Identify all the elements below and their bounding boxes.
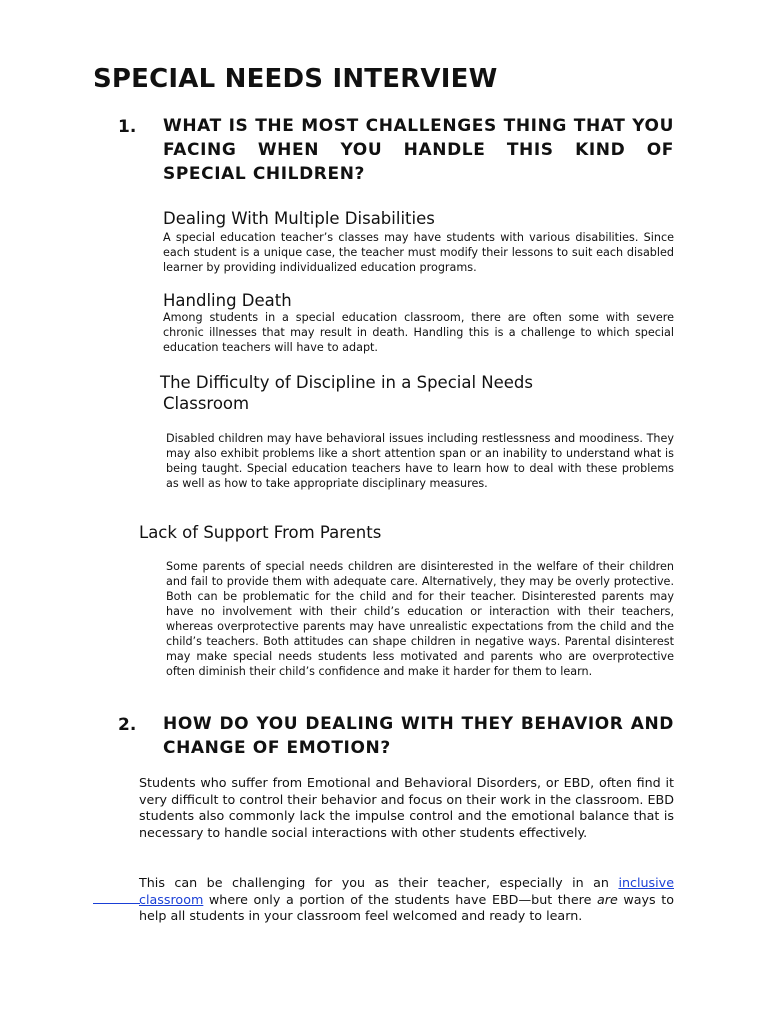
question-1-text: WHAT IS THE MOST CHALLENGES THING THAT YOU FACING WHEN YOU HANDLE THIS KIND OF SPECIAL CHILDREN? [163,116,674,184]
question-2-number: 2. [118,715,137,735]
answer-2-paragraph-2-middle: where only a portion of the students have EBD—but there [203,891,597,907]
inclusive-classroom-link[interactable]: inclusive classroom [139,875,674,907]
question-2-text: HOW DO YOU DEALING WITH THEY BEHAVIOR AND CHANGE OF EMOTION? [163,714,674,758]
section-heading-parent-support: Lack of Support From Parents [139,523,382,542]
section-heading-discipline-line1: The Difficulty of Discipline in a Special Needs [160,373,534,392]
question-1-number: 1. [118,117,137,137]
link-underline-fragment [93,903,140,904]
answer-2-paragraph-2-lead: This can be challenging for you as their teacher, especially in an [139,875,619,890]
section-body-handling-death: Among students in a special education classroom, there are often some with severe chronic illnesses that may result in death. Handling this is a challenge to which special education teachers will have to adapt. [163,311,674,354]
answer-2-paragraph-2-end: ways to help all students in your classroom feel welcomed and ready to learn. [139,891,674,924]
section-heading-discipline-line2: Classroom [163,394,250,413]
page-title: SPECIAL NEEDS INTERVIEW [93,64,498,94]
section-body-multiple-disabilities: A special education teacher’s classes may have students with various disabilities. Since each student is a unique case, the teacher must modify their lessons to suit each disabled learner by providing individualized education programs. [163,231,674,274]
answer-2-paragraph-1: Students who suffer from Emotional and Behavioral Disorders, or EBD, often find it very difficult to control their behavior and focus on their work in the classroom. EBD students also commonly lack the impulse control and the emotional balance that is necessary to handle social interactions with other students effectively. [139,775,674,840]
answer-2-paragraph-2-emphasis: are [596,891,618,907]
section-body-parent-support: Some parents of special needs children are disinterested in the welfare of their children and fail to provide them with adequate care. Alternatively, they may be overly protective. Both can be problematic for the child and for their teacher. Disinterested parents may have no involvement with their child’s education or interaction with their teachers, whereas overprotective parents may have unrealistic expectations from the child and the child’s teachers. Both attitudes can shape children in negative ways. Parental disinterest may make special needs students less motivated and parents who are overprotective often diminish their child’s confidence and make it harder for them to learn. [166,560,674,678]
section-heading-multiple-disabilities: Dealing With Multiple Disabilities [163,209,435,228]
answer-2-paragraph-2 [139,875,674,925]
section-body-discipline: Disabled children may have behavioral issues including restlessness and moodiness. They may also exhibit problems like a short attention span or an inability to understand what is being taught. Special education teachers have to learn how to deal with these problems as well as how to take appropriate disciplinary measures. [166,432,674,490]
section-heading-handling-death: Handling Death [163,291,292,310]
